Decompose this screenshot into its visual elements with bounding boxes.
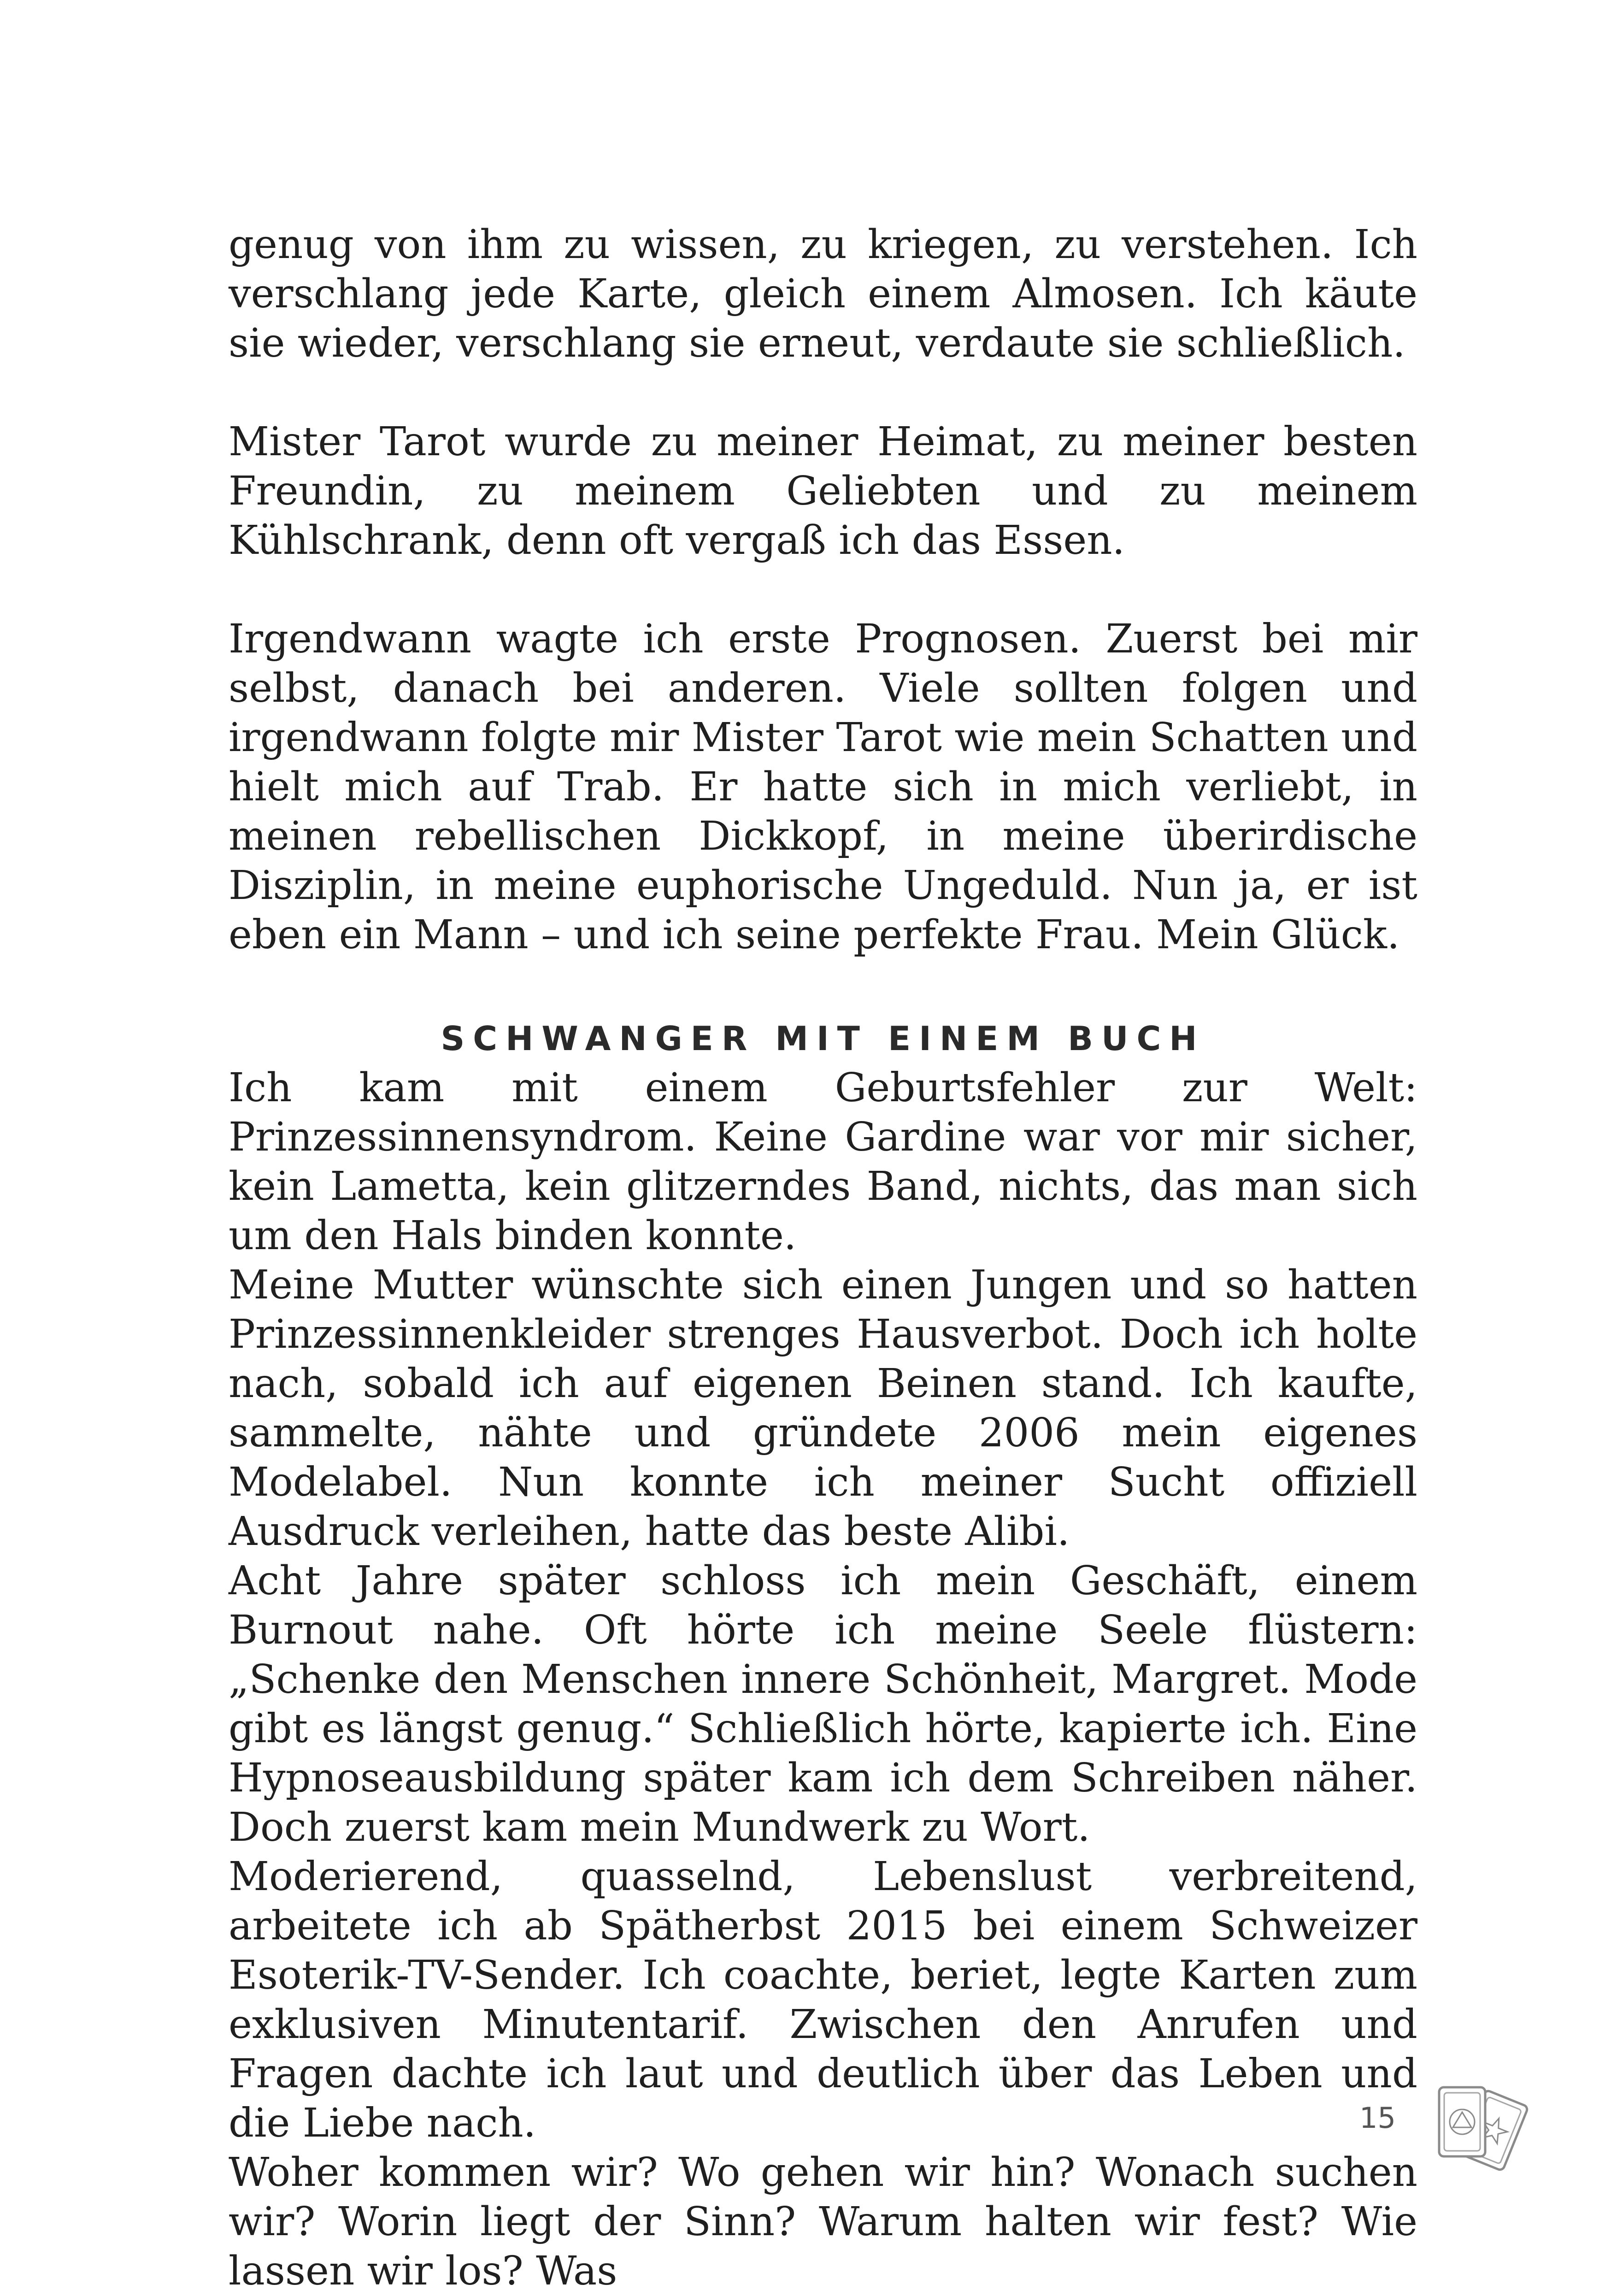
paragraph: Mister Tarot wurde zu meiner Heimat, zu meiner besten Freundin, zu meinem Geliebten und zu meinem Kühlschrank, denn oft vergaß ich das Essen.: [229, 419, 1417, 564]
paragraph: Acht Jahre später schloss ich mein Geschäft, einem Burnout nahe. Oft hörte ich meine Seele flüstern: „Schenke den Menschen innere Schönheit, Margret. Mode gibt es längst genug.“ Schließlich hörte, kapierte ich. Eine Hypnoseausbildung später kam ich dem Schreiben näher. Doch zuerst kam mein Mundwerk zu Wort.: [229, 1558, 1417, 1850]
paragraph: Woher kommen wir? Wo gehen wir hin? Wonach suchen wir? Worin liegt der Sinn? Warum halten wir fest? Wie lassen wir los? Was: [229, 2149, 1417, 2294]
page-number: 15: [1359, 2101, 1396, 2135]
section-heading: SCHWANGER MIT EINEM BUCH: [441, 1019, 1205, 1058]
paragraph: Moderierend, quasselnd, Lebenslust verbreitend, arbeitete ich ab Spätherbst 2015 bei einem Schweizer Esoterik-TV-Sender. Ich coachte, beriet, legte Karten zum exklusiven Minutentarif. Zwischen den Anrufen und Fragen dachte ich laut und deutlich über das Leben und die Liebe nach.: [229, 1854, 1417, 2146]
section-body: [229, 1063, 1417, 2296]
page-text: [229, 220, 1417, 2296]
paragraph: Meine Mutter wünschte sich einen Jungen und so hatten Prinzessinnenkleider strenges Hausverbot. Doch ich holte nach, sobald ich auf eigenen Beinen stand. Ich kaufte, sammelte, nähte und gründete 2006 mein eigenes Modelabel. Nun konnte ich meiner Sucht offiziell Ausdruck verleihen, hatte das beste Alibi.: [229, 1262, 1417, 1555]
paragraph: genug von ihm zu wissen, zu kriegen, zu verstehen. Ich verschlang jede Karte, gleich einem Almosen. Ich käute sie wieder, verschlang sie erneut, verdaute sie schließlich.: [229, 222, 1417, 366]
paragraph-gap: [229, 565, 1417, 615]
tarot-cards-icon: [1426, 2076, 1532, 2182]
paragraph-gap: [229, 368, 1417, 417]
paragraph: Irgendwann wagte ich erste Prognosen. Zuerst bei mir selbst, danach bei anderen. Viele sollten folgen und irgendwann folgte mir Mister Tarot wie mein Schatten und hielt mich auf Trab. Er hatte sich in mich verliebt, in meinen rebellischen Dickkopf, in meine überirdische Disziplin, in meine euphorische Ungeduld. Nun ja, er ist eben ein Mann – und ich seine perfekte Frau. Mein Glück.: [229, 616, 1417, 958]
paragraph: Ich kam mit einem Geburtsfehler zur Welt: Prinzessinnensyndrom. Keine Gardine war vor mir sicher, kein Lametta, kein glitzerndes Band, nichts, das man sich um den Hals binden konnte.: [229, 1065, 1417, 1259]
